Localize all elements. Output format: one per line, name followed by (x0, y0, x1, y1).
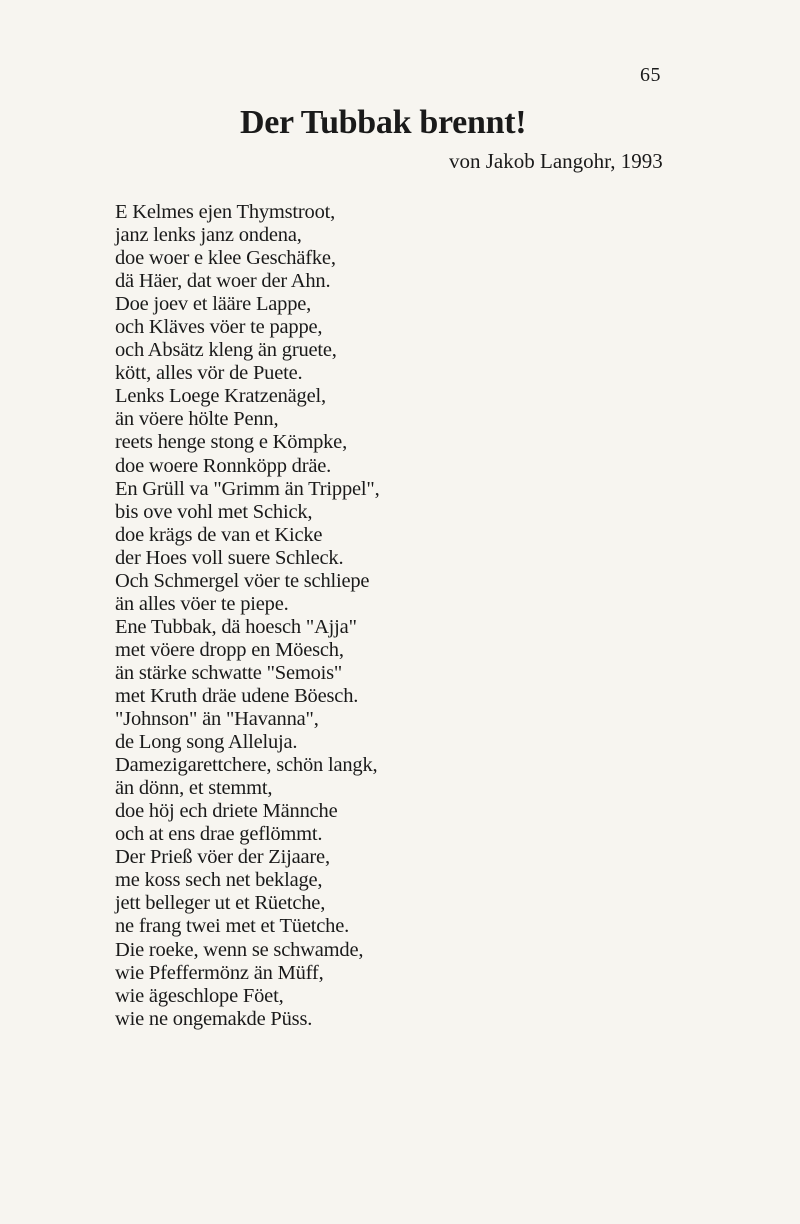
poem-line: E Kelmes ejen Thymstroot, (115, 201, 336, 223)
poem-line: Doe joev et lääre Lappe, (115, 293, 312, 316)
poem-line: dä Häer, dat woer der Ahn. (115, 270, 331, 293)
poem-line: me koss sech net beklage, (115, 869, 323, 892)
poem-line: än vöere hölte Penn, (115, 408, 279, 431)
poem-line: Damezigarettchere, schön langk, (115, 754, 378, 777)
poem-line: och at ens drae geflömmt. (115, 823, 323, 846)
poem-line: än dönn, et stemmt, (115, 777, 273, 800)
poem-line: och Absätz kleng än gruete, (115, 339, 337, 362)
poem-line: Der Prieß vöer der Zijaare, (115, 846, 330, 869)
poem-body (115, 201, 380, 1031)
poem-line: doe krägs de van et Kicke (115, 523, 323, 546)
poem-line: Och Schmergel vöer te schliepe (115, 569, 370, 592)
poem-line: Lenks Loege Kratzenägel, (115, 385, 326, 408)
poem-line: jett belleger ut et Rüetche, (115, 892, 326, 915)
poem-line: de Long song Alleluja. (115, 731, 298, 754)
poem-line: doe höj ech driete Männche (115, 800, 338, 823)
poem-line: Die roeke, wenn se schwamde, (115, 938, 364, 961)
poem-line: met Kruth dräe udene Böesch. (115, 684, 359, 707)
poem-line: doe woer e klee Geschäfke, (115, 247, 336, 270)
poem-line: wie ne ongemakde Püss. (115, 1007, 313, 1030)
poem-byline: von Jakob Langohr, 1993 (449, 149, 663, 173)
poem-line: "Johnson" än "Havanna", (115, 708, 319, 731)
poem-line: wie Pfeffermönz än Müff, (115, 961, 324, 984)
poem-line: der Hoes voll suere Schleck. (115, 546, 344, 569)
poem-line: wie ägeschlope Föet, (115, 984, 284, 1007)
poem-line: ne frang twei met et Tüetche. (115, 915, 350, 938)
poem-line: än stärke schwatte "Semois" (115, 661, 343, 684)
poem-line: och Kläves vöer te pappe, (115, 316, 323, 339)
poem-line: janz lenks janz ondena, (115, 224, 302, 247)
poem-line: reets henge stong e Kömpke, (115, 431, 347, 454)
poem-line: bis ove vohl met Schick, (115, 500, 313, 523)
page-number: 65 (640, 64, 661, 86)
poem-line: En Grüll va "Grimm än Trippel", (115, 477, 380, 500)
poem-line: doe woere Ronnköpp dräe. (115, 454, 332, 477)
poem-title: Der Tubbak brennt! (240, 104, 527, 141)
poem-line: met vöere dropp en Möesch, (115, 638, 344, 661)
poem-line: kött, alles vör de Puete. (115, 362, 303, 385)
poem-line: än alles vöer te piepe. (115, 592, 289, 615)
poem-line: Ene Tubbak, dä hoesch "Ajja" (115, 615, 357, 638)
